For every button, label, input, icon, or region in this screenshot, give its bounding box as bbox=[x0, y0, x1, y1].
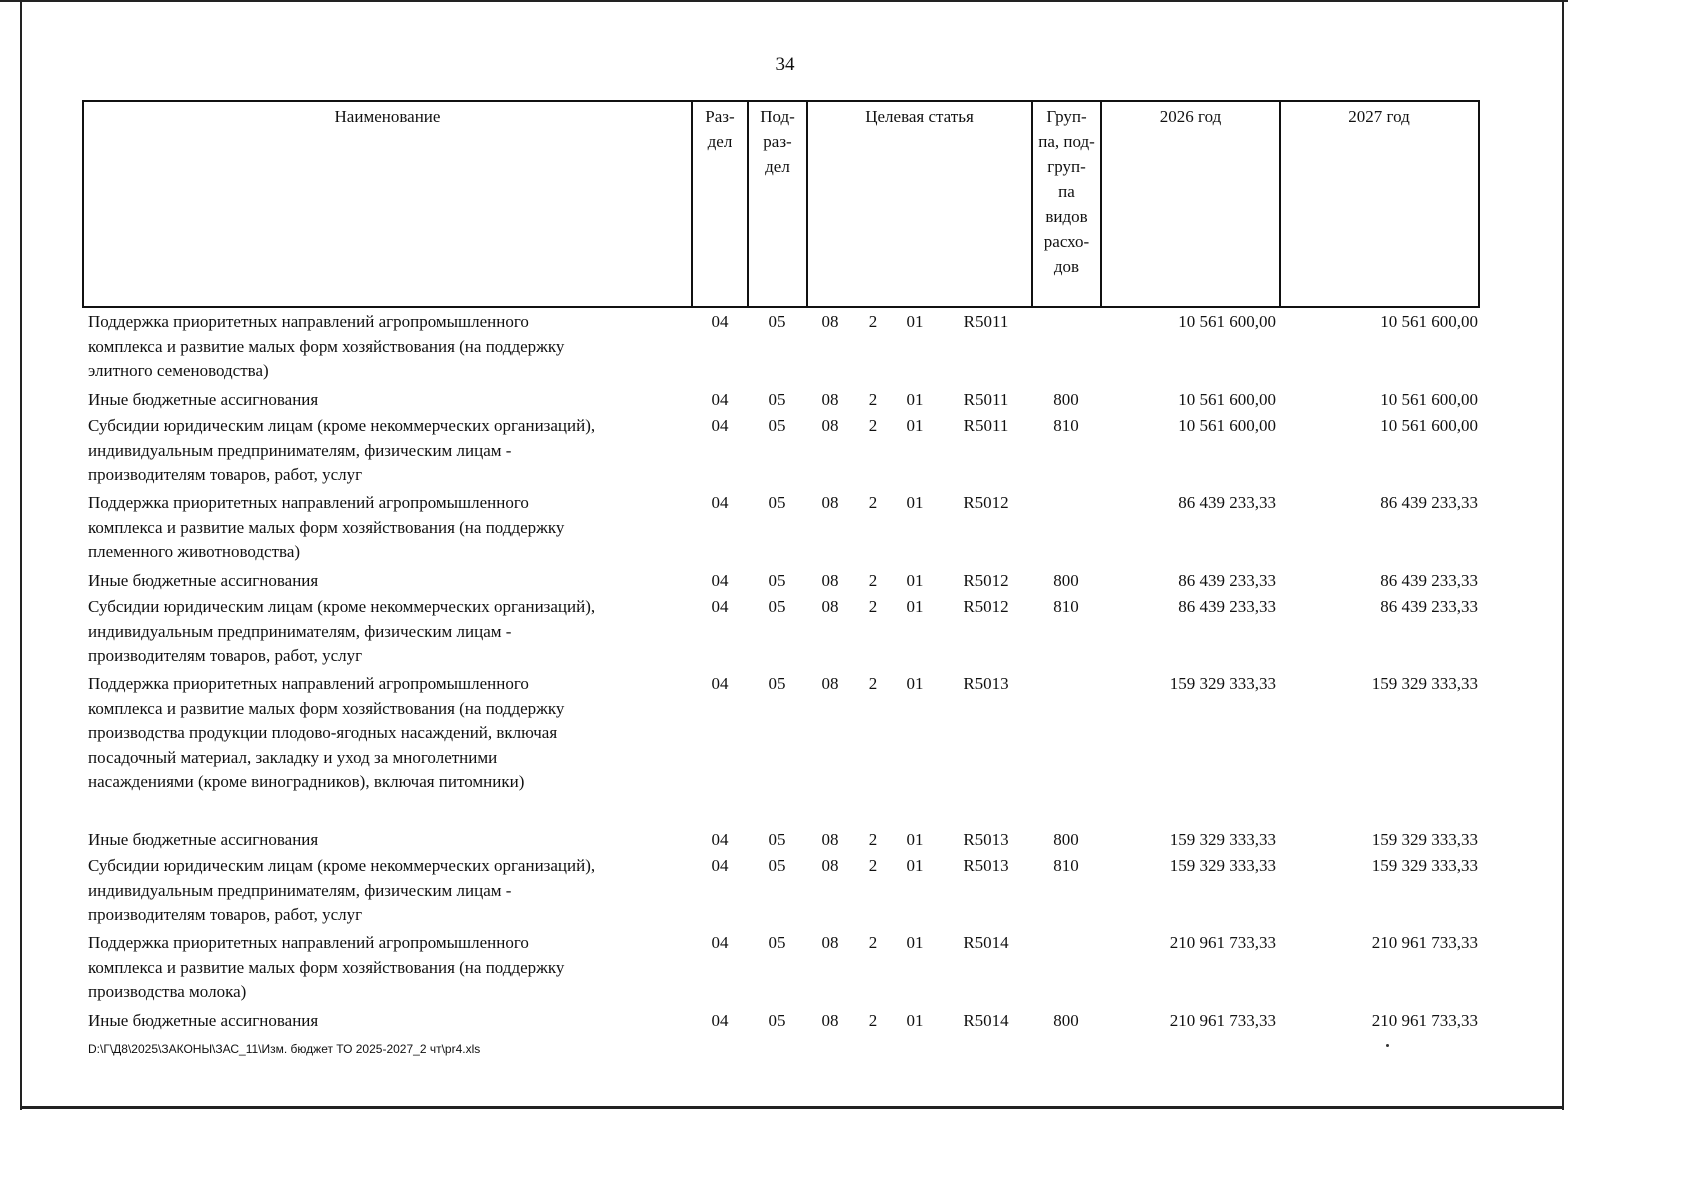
row-razdel: 04 bbox=[711, 830, 729, 849]
row-expense-group: 800 bbox=[1053, 571, 1079, 590]
scan-dot bbox=[1386, 1044, 1389, 1047]
row-amount-2027: 210 961 733,33 bbox=[1371, 933, 1478, 952]
row-amount-2027: 10 561 600,00 bbox=[1380, 312, 1478, 331]
row-name: Иные бюджетные ассигнования bbox=[88, 571, 319, 590]
row-target-main-event: 01 bbox=[906, 933, 924, 952]
header-podrazdel: Под- раз- дел bbox=[749, 102, 808, 306]
header-target-article: Целевая статья bbox=[808, 102, 1033, 306]
row-razdel: 04 bbox=[711, 856, 729, 875]
row-target-program: 08 bbox=[821, 597, 839, 616]
row-razdel: 04 bbox=[711, 1011, 729, 1030]
row-target-main-event: 01 bbox=[906, 597, 924, 616]
row-amount-2027: 159 329 333,33 bbox=[1371, 856, 1478, 875]
row-podrazdel: 05 bbox=[768, 597, 786, 616]
row-name: Поддержка приоритетных направлений агропромышленного комплекса и развитие малых форм хозяйствования (на поддержку производства молока) bbox=[88, 933, 565, 1001]
row-amount-2026: 10 561 600,00 bbox=[1178, 390, 1276, 409]
row-target-program: 08 bbox=[821, 312, 839, 331]
row-razdel: 04 bbox=[711, 571, 729, 590]
row-amount-2026: 86 439 233,33 bbox=[1178, 493, 1276, 512]
row-name: Поддержка приоритетных направлений агропромышленного комплекса и развитие малых форм хозяйствования (на поддержку племенного животноводства) bbox=[88, 493, 565, 561]
row-target-main-event: 01 bbox=[906, 856, 924, 875]
row-target-program: 08 bbox=[821, 856, 839, 875]
row-target-subprogram: 2 bbox=[868, 856, 878, 875]
row-target-direction: R5011 bbox=[963, 390, 1009, 409]
row-amount-2026: 86 439 233,33 bbox=[1178, 597, 1276, 616]
row-amount-2026: 86 439 233,33 bbox=[1178, 571, 1276, 590]
row-razdel: 04 bbox=[711, 674, 729, 693]
row-podrazdel: 05 bbox=[768, 312, 786, 331]
row-name: Иные бюджетные ассигнования bbox=[88, 1011, 319, 1030]
row-amount-2027: 86 439 233,33 bbox=[1380, 597, 1478, 616]
row-target-main-event: 01 bbox=[906, 571, 924, 590]
row-podrazdel: 05 bbox=[768, 416, 786, 435]
row-name: Субсидии юридическим лицам (кроме некоммерческих организаций), индивидуальным предпринимателям, физическим лицам - производителям товаров, работ, услуг bbox=[88, 416, 596, 484]
row-target-main-event: 01 bbox=[906, 830, 924, 849]
row-amount-2026: 159 329 333,33 bbox=[1169, 674, 1276, 693]
row-target-subprogram: 2 bbox=[868, 571, 878, 590]
row-expense-group: 810 bbox=[1053, 416, 1079, 435]
header-year-2027: 2027 год bbox=[1348, 107, 1410, 126]
row-target-program: 08 bbox=[821, 390, 839, 409]
row-podrazdel: 05 bbox=[768, 390, 786, 409]
row-expense-group: 800 bbox=[1053, 1011, 1079, 1030]
row-target-direction: R5014 bbox=[963, 933, 1009, 952]
row-amount-2026: 10 561 600,00 bbox=[1178, 312, 1276, 331]
row-amount-2026: 210 961 733,33 bbox=[1169, 1011, 1276, 1030]
row-target-program: 08 bbox=[821, 830, 839, 849]
row-target-program: 08 bbox=[821, 1011, 839, 1030]
row-razdel: 04 bbox=[711, 493, 729, 512]
row-name: Иные бюджетные ассигнования bbox=[88, 390, 319, 409]
row-target-subprogram: 2 bbox=[868, 597, 878, 616]
row-target-subprogram: 2 bbox=[868, 830, 878, 849]
row-target-main-event: 01 bbox=[906, 390, 924, 409]
row-target-subprogram: 2 bbox=[868, 416, 878, 435]
row-target-subprogram: 2 bbox=[868, 390, 878, 409]
row-amount-2027: 10 561 600,00 bbox=[1380, 390, 1478, 409]
row-razdel: 04 bbox=[711, 390, 729, 409]
header-expense-group: Груп- па, под- груп- па видов расхо- дов bbox=[1033, 102, 1102, 306]
row-podrazdel: 05 bbox=[768, 674, 786, 693]
row-podrazdel: 05 bbox=[768, 493, 786, 512]
row-target-direction: R5012 bbox=[963, 571, 1009, 590]
row-target-direction: R5011 bbox=[963, 312, 1009, 331]
row-podrazdel: 05 bbox=[768, 571, 786, 590]
row-target-program: 08 bbox=[821, 571, 839, 590]
row-amount-2027: 210 961 733,33 bbox=[1371, 1011, 1478, 1030]
row-name: Поддержка приоритетных направлений агропромышленного комплекса и развитие малых форм хозяйствования (на поддержку элитного семеноводства) bbox=[88, 312, 565, 380]
row-target-main-event: 01 bbox=[906, 674, 924, 693]
row-target-direction: R5011 bbox=[963, 416, 1009, 435]
row-name: Иные бюджетные ассигнования bbox=[88, 830, 319, 849]
row-target-direction: R5014 bbox=[963, 1011, 1009, 1030]
row-expense-group: 810 bbox=[1053, 597, 1079, 616]
page-border-bottom bbox=[20, 1106, 1564, 1109]
row-amount-2027: 86 439 233,33 bbox=[1380, 571, 1478, 590]
row-target-subprogram: 2 bbox=[868, 493, 878, 512]
row-amount-2027: 86 439 233,33 bbox=[1380, 493, 1478, 512]
row-podrazdel: 05 bbox=[768, 933, 786, 952]
row-amount-2026: 159 329 333,33 bbox=[1169, 830, 1276, 849]
page-border-left bbox=[20, 0, 22, 1110]
row-podrazdel: 05 bbox=[768, 830, 786, 849]
row-target-main-event: 01 bbox=[906, 493, 924, 512]
row-target-main-event: 01 bbox=[906, 416, 924, 435]
row-target-program: 08 bbox=[821, 493, 839, 512]
row-amount-2027: 10 561 600,00 bbox=[1380, 416, 1478, 435]
row-target-subprogram: 2 bbox=[868, 312, 878, 331]
row-razdel: 04 bbox=[711, 416, 729, 435]
header-year-2026: 2026 год bbox=[1102, 102, 1281, 306]
row-amount-2027: 159 329 333,33 bbox=[1371, 830, 1478, 849]
row-name: Субсидии юридическим лицам (кроме некоммерческих организаций), индивидуальным предпринимателям, физическим лицам - производителям товаров, работ, услуг bbox=[88, 597, 596, 665]
row-target-direction: R5012 bbox=[963, 597, 1009, 616]
page-border-right bbox=[1562, 0, 1564, 1110]
row-amount-2026: 159 329 333,33 bbox=[1169, 856, 1276, 875]
row-amount-2026: 10 561 600,00 bbox=[1178, 416, 1276, 435]
row-target-program: 08 bbox=[821, 416, 839, 435]
row-target-program: 08 bbox=[821, 933, 839, 952]
row-podrazdel: 05 bbox=[768, 1011, 786, 1030]
row-podrazdel: 05 bbox=[768, 856, 786, 875]
row-target-main-event: 01 bbox=[906, 1011, 924, 1030]
row-name: Субсидии юридическим лицам (кроме некоммерческих организаций), индивидуальным предпринимателям, физическим лицам - производителям товаров, работ, услуг bbox=[88, 856, 596, 924]
table-header bbox=[82, 100, 1480, 308]
row-expense-group: 800 bbox=[1053, 390, 1079, 409]
row-amount-2026: 210 961 733,33 bbox=[1169, 933, 1276, 952]
row-target-direction: R5013 bbox=[963, 674, 1009, 693]
row-target-direction: R5013 bbox=[963, 856, 1009, 875]
footer-file-path: D:\Г\Д8\2025\ЗАКОНЫ\ЗАС_11\Изм. бюджет ТО 2025-2027_2 чт\pr4.xls bbox=[88, 1042, 481, 1056]
row-razdel: 04 bbox=[711, 933, 729, 952]
row-target-subprogram: 2 bbox=[868, 1011, 878, 1030]
header-razdel: Раз- дел bbox=[693, 102, 749, 306]
row-razdel: 04 bbox=[711, 597, 729, 616]
row-target-subprogram: 2 bbox=[868, 674, 878, 693]
row-target-direction: R5013 bbox=[963, 830, 1009, 849]
row-expense-group: 810 bbox=[1053, 856, 1079, 875]
row-razdel: 04 bbox=[711, 312, 729, 331]
row-expense-group: 800 bbox=[1053, 830, 1079, 849]
row-target-main-event: 01 bbox=[906, 312, 924, 331]
row-name: Поддержка приоритетных направлений агропромышленного комплекса и развитие малых форм хозяйствования (на поддержку производства продукции плодово-ягодных насаждений, включая посадочный материал, закладку и уход за многолетними насаждениями (кроме виноградников), включая питомники) bbox=[88, 674, 565, 791]
row-target-program: 08 bbox=[821, 674, 839, 693]
page-number: 34 bbox=[775, 54, 795, 75]
page-border-top bbox=[0, 0, 1568, 2]
row-target-direction: R5012 bbox=[963, 493, 1009, 512]
row-target-subprogram: 2 bbox=[868, 933, 878, 952]
row-amount-2027: 159 329 333,33 bbox=[1371, 674, 1478, 693]
header-name: Наименование bbox=[84, 102, 693, 306]
